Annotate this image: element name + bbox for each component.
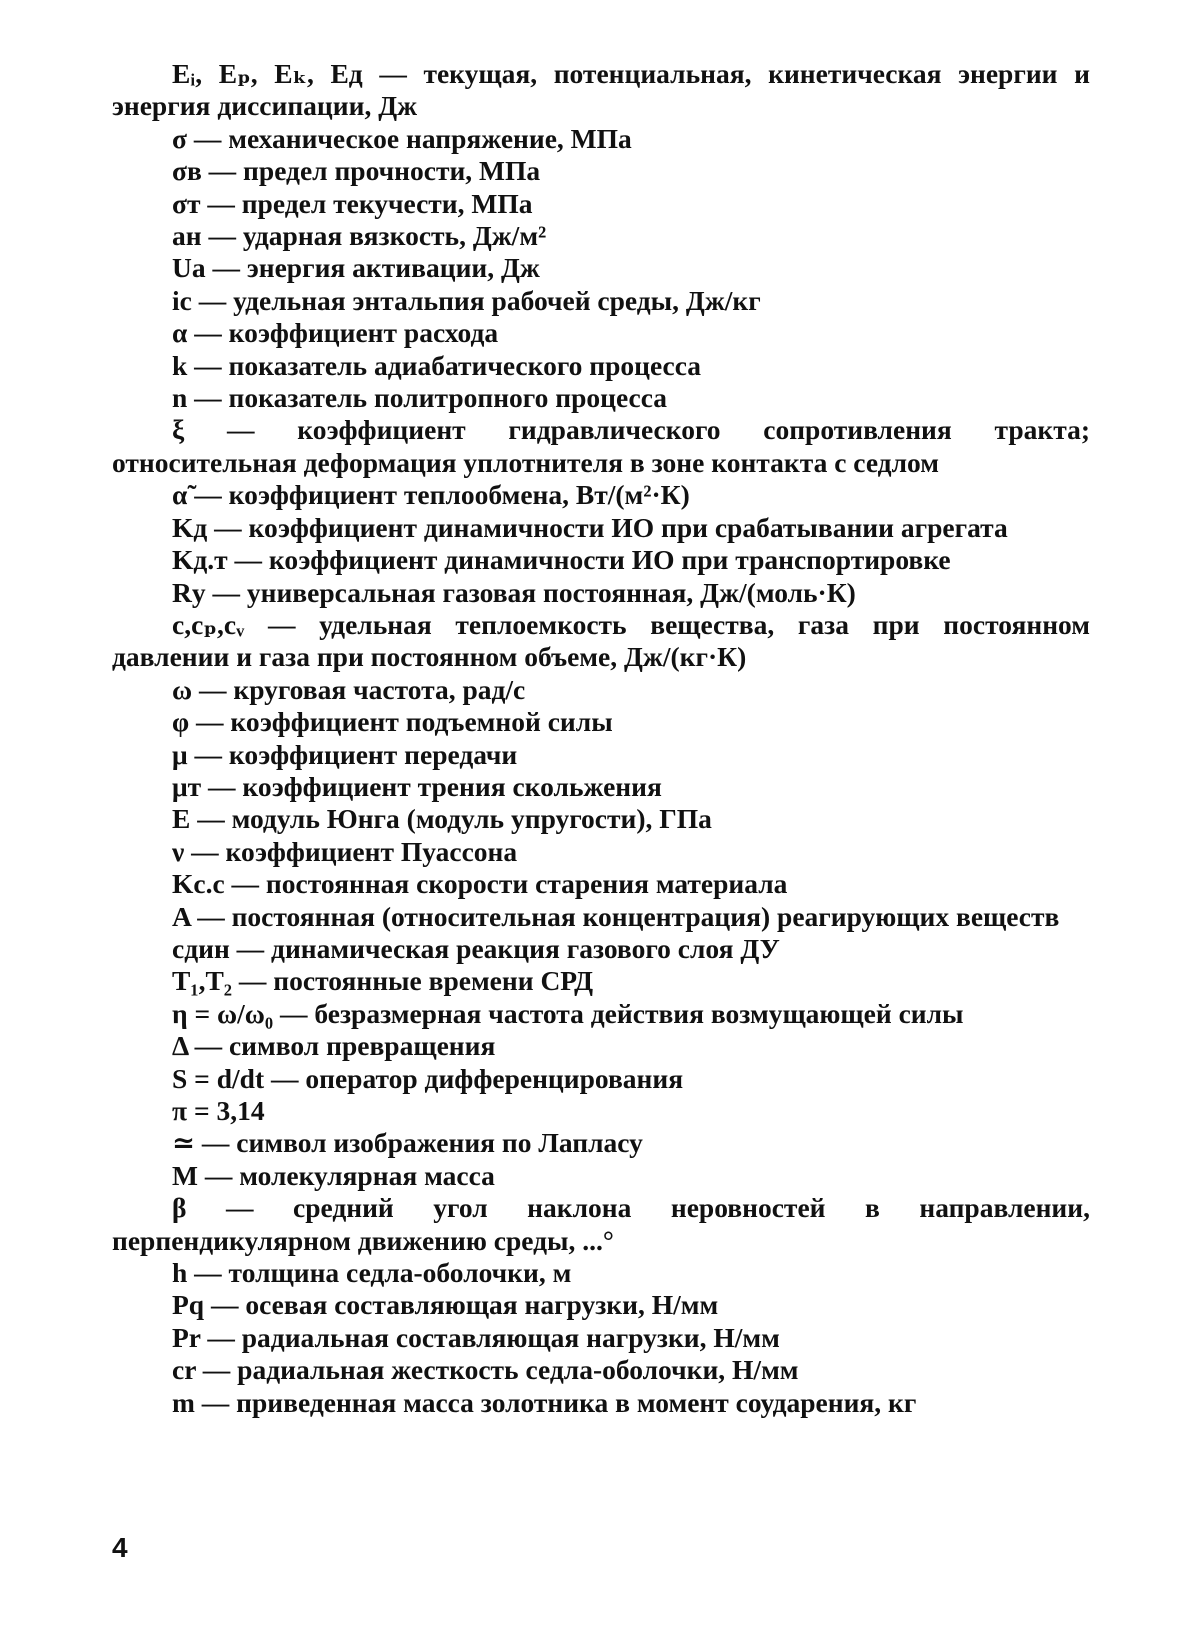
list-item: aн — ударная вязкость, Дж/м² — [172, 220, 547, 252]
list-item: h — толщина седла-оболочки, м — [172, 1257, 572, 1289]
list-item: M — молекулярная масса — [172, 1159, 495, 1191]
list-item: α̃ — коэффициент теплообмена, Вт/(м²·К) — [172, 479, 690, 511]
list-item: Uа — энергия активации, Дж — [172, 252, 540, 284]
list-item: Eᵢ, Eₚ, Eₖ, Eд — текущая, потенциальная, кинетическая энергии и энергия диссипации, Дж — [112, 58, 1090, 122]
list-item: σв — предел прочности, МПа — [172, 155, 541, 187]
list-item: ω — круговая частота, рад/с — [172, 673, 526, 705]
list-item: Kд — коэффициент динамичности ИО при срабатывании агрегата — [172, 511, 1008, 543]
list-item: E — модуль Юнга (модуль упругости), ГПа — [172, 803, 712, 835]
list-item: α — коэффициент расхода — [172, 317, 499, 349]
list-item: cдин — динамическая реакция газового слоя ДУ — [172, 932, 780, 964]
list-item: Pq — осевая составляющая нагрузки, Н/мм — [172, 1289, 719, 1321]
list-item: σ — механическое напряжение, МПа — [172, 122, 632, 154]
list-item: k — показатель адиабатического процесса — [172, 349, 702, 381]
list-item: c,cₚ,cᵥ — удельная теплоемкость вещества, газа при постоянном давлении и газа при постоянном объеме, Дж/(кг·К) — [112, 608, 1090, 673]
list-item: Kс.с — постоянная скорости старения материала — [172, 868, 788, 900]
list-item: iс — удельная энтальпия рабочей среды, Дж/кг — [172, 284, 761, 316]
list-item: η = ω/ω₀ — безразмерная частота действия возмущающей силы — [172, 997, 964, 1029]
list-item: A — постоянная (относительная концентрация) реагирующих веществ — [172, 900, 1060, 932]
list-item: Pr — радиальная составляющая нагрузки, Н/мм — [172, 1321, 780, 1353]
page-number: 4 — [112, 1532, 128, 1563]
list-item: T₁,T₂ — постоянные времени СРД — [172, 965, 594, 997]
list-item: β — средний угол наклона неровностей в направлении, перпендикулярном движению среды, ...° — [112, 1192, 1090, 1256]
list-item: π = 3,14 — [172, 1095, 265, 1126]
list-item: ν — коэффициент Пуассона — [172, 835, 518, 867]
list-item: μт — коэффициент трения скольжения — [172, 770, 662, 802]
list-item: n — показатель политропного процесса — [172, 382, 667, 414]
list-item: ≃ — символ изображения по Лапласу — [172, 1127, 643, 1159]
list-item: σт — предел текучести, МПа — [172, 187, 533, 219]
symbol-list — [112, 58, 1090, 1419]
list-item: μ — коэффициент передачи — [172, 738, 518, 770]
list-item: m — приведенная масса золотника в момент соударения, кг — [172, 1386, 917, 1418]
list-item: Rу — универсальная газовая постоянная, Дж/(моль·К) — [172, 576, 856, 608]
list-item: Δ — символ превращения — [172, 1030, 496, 1062]
list-item: Kд.т — коэффициент динамичности ИО при транспортировке — [172, 544, 951, 576]
list-item: φ — коэффициент подъемной силы — [172, 706, 613, 738]
list-item: ξ — коэффициент гидравлического сопротивления тракта; относительная деформация уплотнителя в зоне контакта с седлом — [112, 414, 1090, 478]
list-item: cr — радиальная жесткость седла-оболочки, Н/мм — [172, 1354, 799, 1386]
list-item: S = d/dt — оператор дифференцирования — [172, 1062, 684, 1094]
